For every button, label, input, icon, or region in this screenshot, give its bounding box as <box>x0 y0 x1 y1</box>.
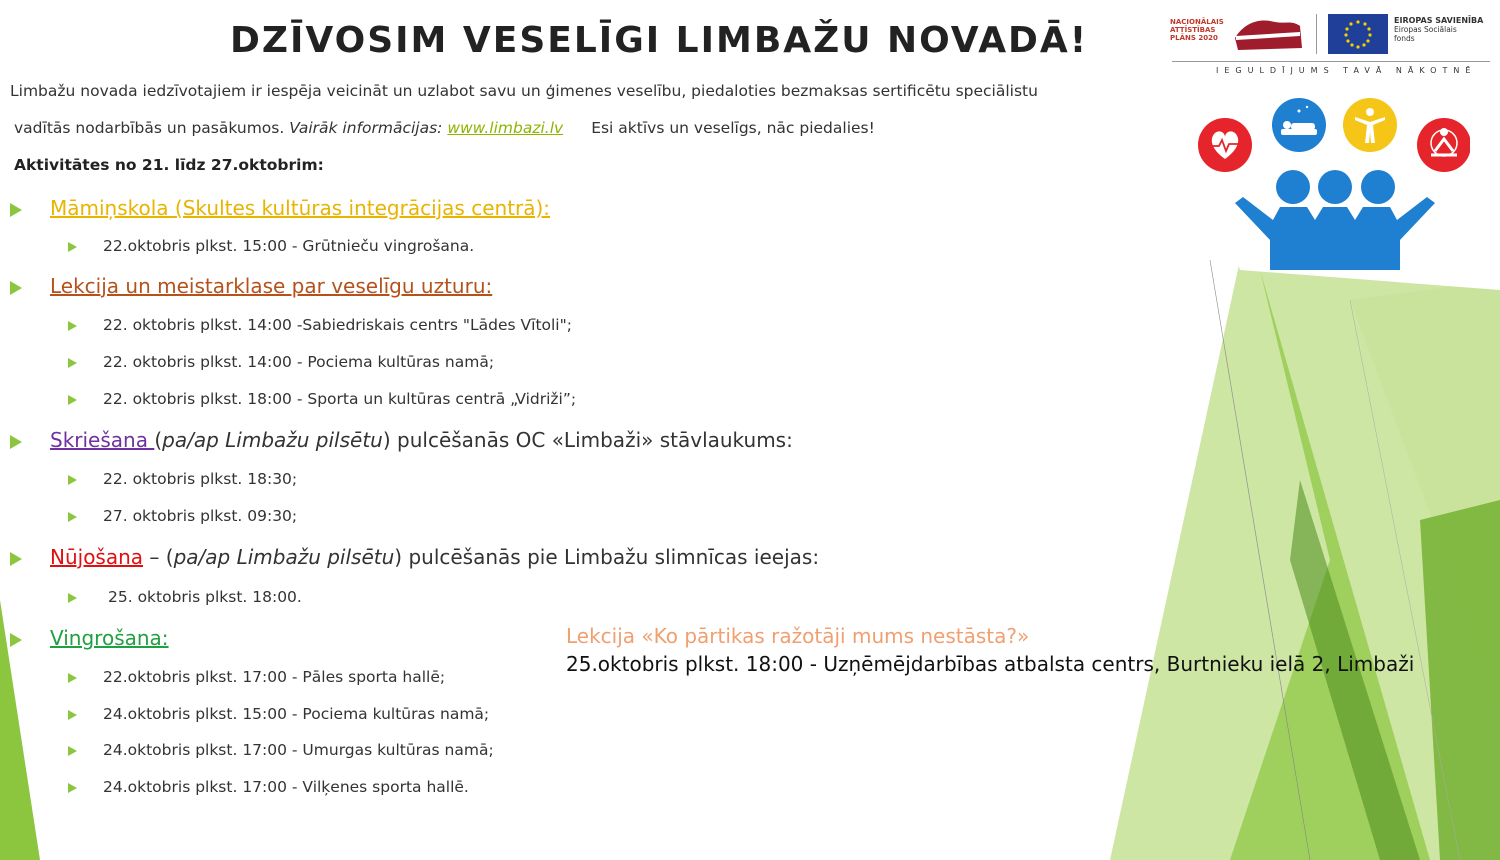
bullet-arrow-icon <box>68 593 77 603</box>
lecture-title: Lekcija «Ko pārtikas ražotāji mums nestāsta?» <box>566 624 1030 648</box>
list-item: 22. oktobris plkst. 14:00 - Pociema kultūras namā; <box>68 353 494 371</box>
eu-logo-text: EIROPAS SAVIENĪBA Eiropas Sociālais fonds <box>1394 16 1484 43</box>
list-item: 22.oktobris plkst. 15:00 - Grūtnieču vingrošana. <box>68 237 474 255</box>
activity-dates: Aktivitātes no 21. līdz 27.oktobrim: <box>14 156 324 174</box>
bullet-arrow-icon <box>10 203 22 217</box>
intro-text: vadītās nodarbībās un pasākumos. <box>14 119 290 137</box>
bullet-arrow-icon <box>10 281 22 295</box>
bullet-arrow-icon <box>68 321 77 331</box>
section-heading: Skriešana <box>50 428 155 452</box>
section-heading: Vingrošana: <box>50 626 169 650</box>
bullet-arrow-icon <box>68 783 77 793</box>
meditation-icon <box>1417 118 1470 172</box>
list-item: 22. oktobris plkst. 14:00 -Sabiedriskais centrs "Lādes Vītoli"; <box>68 316 572 334</box>
section-maminskola <box>10 196 550 220</box>
bullet-arrow-icon <box>10 633 22 647</box>
intro-line-1: Limbažu novada iedzīvotajiem ir iespēja veicināt un uzlabot savu un ģimenes veselību, piedaloties bezmaksas sertificētu speciālistu <box>10 82 1038 100</box>
bullet-arrow-icon <box>68 242 77 252</box>
list-item: 27. oktobris plkst. 09:30; <box>68 507 297 525</box>
tagline: IEGULDĪJUMS TAVĀ NĀKOTNĒ <box>1216 66 1477 75</box>
more-info-label: Vairāk informācijas: <box>289 119 448 137</box>
bullet-arrow-icon <box>68 358 77 368</box>
nap-logo-text: NACIONĀLAIS ATTĪSTĪBAS PLĀNS 2020 <box>1170 18 1224 42</box>
intro-line-2 <box>14 119 875 137</box>
activity-icon <box>1343 98 1397 152</box>
website-link[interactable]: www.limbazi.lv <box>447 119 564 137</box>
section-nujosana: Nūjošana – (pa/ap Limbažu pilsētu) pulcēšanās pie Limbažu slimnīcas ieejas: <box>10 545 819 569</box>
list-item: 24.oktobris plkst. 17:00 - Vilķenes sporta hallē. <box>68 778 469 796</box>
bullet-arrow-icon <box>68 475 77 485</box>
list-item: 24.oktobris plkst. 17:00 - Umurgas kultūras namā; <box>68 741 494 759</box>
section-lekcija <box>10 274 492 298</box>
list-item: 22.oktobris plkst. 17:00 - Pāles sporta hallē; <box>68 668 445 686</box>
list-item: 25. oktobris plkst. 18:00. <box>68 588 302 606</box>
page-title: DZĪVOSIM VESELĪGI LIMBAŽU NOVADĀ! <box>230 20 1089 61</box>
eu-flag-icon <box>1328 14 1388 54</box>
lecture-details: 25.oktobris plkst. 18:00 - Uzņēmējdarbības atbalsta centrs, Burtnieku ielā 2, Limbaži <box>566 652 1415 676</box>
bullet-arrow-icon <box>68 395 77 405</box>
section-skriesana: Skriešana (pa/ap Limbažu pilsētu) pulcēšanās OC «Limbaži» stāvlaukums: <box>10 428 793 452</box>
section-heading: Lekcija un meistarklase par veselīgu uzturu: <box>50 274 493 298</box>
people-group-icon <box>1235 170 1435 270</box>
list-item: 24.oktobris plkst. 15:00 - Pociema kultūras namā; <box>68 705 489 723</box>
call-to-action: Esi aktīvs un veselīgs, nāc piedalies! <box>591 119 875 137</box>
bullet-arrow-icon <box>68 673 77 683</box>
logo-divider <box>1316 14 1317 54</box>
sleep-icon <box>1272 98 1326 152</box>
bullet-arrow-icon <box>68 512 77 522</box>
section-vingrosana <box>10 626 169 650</box>
bullet-arrow-icon <box>68 710 77 720</box>
bullet-arrow-icon <box>10 435 22 449</box>
bullet-arrow-icon <box>68 746 77 756</box>
heart-icon <box>1198 118 1252 172</box>
bullet-arrow-icon <box>10 552 22 566</box>
section-heading: Nūjošana <box>50 545 144 569</box>
list-item: 22. oktobris plkst. 18:30; <box>68 470 297 488</box>
logo-underline <box>1172 61 1490 62</box>
health-icons-illustration <box>1195 95 1470 270</box>
logo-bar <box>1168 8 1490 80</box>
list-item: 22. oktobris plkst. 18:00 - Sporta un kultūras centrā „Vidriži”; <box>68 390 576 408</box>
section-heading: Māmiņskola (Skultes kultūras integrācijas centrā): <box>50 196 551 220</box>
latvia-flag-icon <box>1230 14 1305 54</box>
